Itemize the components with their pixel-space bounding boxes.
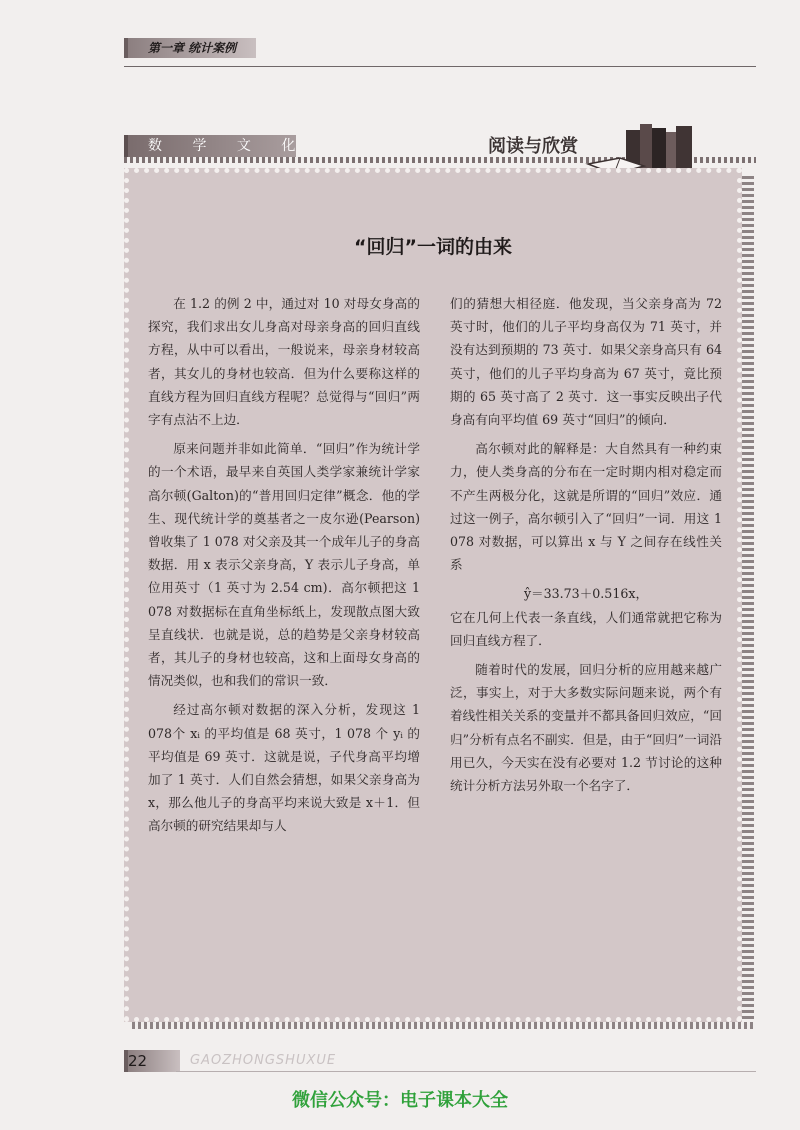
paragraph: 原来问题并非如此简单．“回归”作为统计学的一个术语，最早来自英国人类学家兼统计学家高尔顿(Galton)的“普用回归定律”概念．他的学生、现代统计学的奠基者之一皮尔逊(Pearson)曾收集了 1 078 对父亲及其一个成年儿子的身高数据．用 x 表示父亲身高，Y 表示儿子身高，单位用英寸（1 英寸为 2.54 cm)．高尔顿把这 1 078 对数据标在直角坐标纸上，发现散点图大致呈直线状．也就是说，总的趋势是父亲身材较高者，其儿子的身材也较高，这和上面母女身高的情况类似，也和我们的常识一致． — [148, 441, 420, 689]
panel-shadow-bottom — [132, 1022, 754, 1029]
section-label: 数 学 文 化 — [148, 138, 309, 154]
watermark: 微信公众号：电子课本大全 — [292, 1090, 508, 1111]
paragraph: 高尔顿对此的解释是：大自然具有一种约束力，使人类身高的分布在一定时期内相对稳定而不产生两极分化，这就是所谓的“回归”效应．通过这一例子，高尔顿引入了“回归”一词．用这 1 078 对数据，可以算出 x 与 Y 之间存在线性关系 — [450, 441, 722, 573]
paragraph: 在 1.2 的例 2 中，通过对 10 对母女身高的探究，我们求出女儿身高对母亲身高的回归直线方程，从中可以看出，一般说来，母亲身材较高者，其女儿的身材也较高．但为什么要称这样的直线方程为回归直线方程呢？总觉得与“回归”两字有点沾不上边． — [148, 296, 420, 428]
article-title: “回归”一词的由来 — [354, 236, 512, 258]
article-left-column — [148, 292, 420, 844]
article-right-column — [450, 292, 722, 803]
paragraph: 随着时代的发展，回归分析的应用越来越广泛，事实上，对于大多数实际问题来说，两个有着线性相关关系的变量并不都具备回归效应，“回归”分析有点名不副实．但是，由于“回归”一词沿用已久，今天实在没有必要对 1.2 节讨论的这种统计分析方法另外取一个名字了． — [450, 662, 722, 794]
paragraph: 它在几何上代表一条直线，人们通常就把它称为回归直线方程了． — [450, 609, 722, 648]
paragraph: 们的猜想大相径庭．他发现，当父亲身高为 72 英寸时，他们的儿子平均身高仅为 71 英寸，并没有达到预期的 73 英寸．如果父亲身高只有 64 英寸，他们的儿子平均身高为 67 英寸，竟比预期的 65 英寸高了 2 英寸．这一事实反映出子代身高有向平均值 69 英寸“回归”的倾向． — [450, 296, 722, 428]
regression-formula: ŷ＝33.73＋0.516x， — [523, 586, 649, 602]
header-rule — [124, 66, 756, 67]
panel-shadow-right — [742, 176, 754, 1022]
section-heading: 阅读与欣赏 — [488, 136, 578, 157]
paragraph: 经过高尔顿对数据的深入分析，发现这 1 078个 xᵢ 的平均值是 68 英寸，1 078 个 yᵢ 的平均值是 69 英寸．这就是说，子代身高平均增加了 1 英寸．人们自然会猜想，如果父亲身高为 x，那么他儿子的身高平均来说大致是 x＋1．但高尔顿的研究结果却与人 — [148, 702, 420, 834]
chapter-title: 第一章 统计案例 — [148, 41, 237, 55]
footer-brand: GAOZHONGSHUXUE — [190, 1053, 337, 1068]
page-number: 22 — [128, 1052, 148, 1070]
footer-rule — [176, 1071, 756, 1072]
